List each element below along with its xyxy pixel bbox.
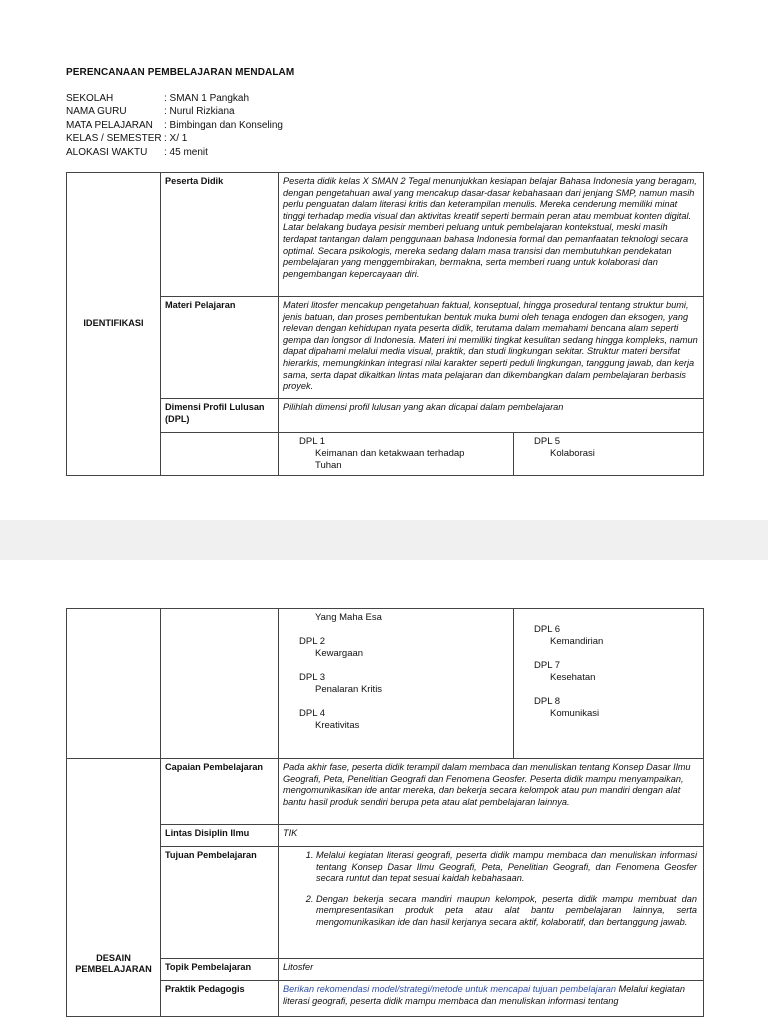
dpl-option — [534, 436, 683, 460]
meta-value: : X/ 1 — [164, 133, 188, 145]
dpl-code: DPL 1 — [299, 436, 326, 447]
meta-key: ALOKASI WAKTU — [66, 146, 148, 158]
list-item: 1. Melalui kegiatan literasi geografi, peserta didik mampu membaca dan menuliskan informasi tentang Konsep Dasar Ilmu Geografi, Peta, Penelitian Geografi, dan Fenomena Geosfer secara runtut dan tepat sesuai kaidah kebahasaan. — [316, 850, 697, 885]
lintas-disiplin-label: Lintas Disiplin Ilmu — [161, 825, 279, 847]
materi-pelajaran-label: Materi Pelajaran — [161, 297, 279, 399]
materi-pelajaran-text: Materi litosfer mencakup pengetahuan faktual, konseptual, hingga prosedural tentang struktur bumi, jenis batuan, dan proses pembentukan bentuk muka bumi oleh tenaga endogen dan eksogen, yang relevan dengan kehidupan nyata peserta didik, terutama dalam memahami bencana alam seperti gempa dan longsor di Indonesia. Materi ini memiliki tingkat kesulitan sedang hingga kompleks, namun dapat dipahami melalui media visual, praktik, dan studi lingkungan sekitar. Struktur materi bersifat hierarkis, memungkinkan integrasi nilai karakter seperti peduli lingkungan, tanggung jawab, dan kerja sama, serta dapat dikaitkan lintas mata pelajaran dan dikembangkan dalam pembelajaran berbasis proyek. — [279, 297, 704, 399]
dpl-code: DPL 5 — [534, 436, 561, 447]
dpl-option — [534, 696, 683, 720]
empty-cell — [161, 433, 279, 476]
praktik-pedagogis-cell — [279, 981, 704, 1017]
dpl-code: DPL 6 — [534, 624, 561, 635]
meta-row — [66, 146, 283, 159]
list-item: 2. Dengan bekerja secara mandiri maupun kelompok, peserta didik mampu membuat dan mempresentasikan produk peta atau alat bantu pembelajaran lainnya, serta mengomunikasikan ide dan hasil kerjanya secara aktif, kolaboratif, dan bertanggung jawab. — [316, 894, 697, 929]
dpl-option — [534, 624, 683, 648]
section-label-desain: DESAIN PEMBELAJARAN — [67, 759, 161, 1017]
dpl-name: Penalaran Kritis — [315, 684, 383, 695]
meta-value: : Nurul Rizkiana — [164, 106, 235, 118]
desain-table — [66, 608, 704, 1017]
peserta-didik-label: Peserta Didik — [161, 173, 279, 297]
meta-row — [66, 119, 283, 132]
empty-cell — [161, 609, 279, 759]
capaian-pembelajaran-text: Pada akhir fase, peserta didik terampil dalam membaca dan menuliskan tentang Konsep Dasar Ilmu Geografi, Peta, Penelitian Geografi dan Fenomena Geosfer. Peserta didik mampu menyampaikan, mengomunikasikan ide antar mereka, dan bekerja secara kelompok atau pun mandiri dengan alat bantu hasil produk sendiri berupa peta atau alat pembelajaran lainnya. — [279, 759, 704, 825]
topik-pembelajaran-label: Topik Pembelajaran — [161, 959, 279, 981]
meta-value: : Bimbingan dan Konseling — [164, 119, 283, 131]
dpl-name: Kreativitas — [315, 720, 360, 731]
document-page-2 — [0, 560, 768, 1024]
dpl-name: Keimanan dan ketakwaan terhadap Tuhan — [315, 448, 465, 471]
dpl-code: DPL 7 — [534, 660, 561, 671]
dpl-name: Kolaborasi — [550, 448, 595, 459]
dpl-right-column — [514, 609, 704, 759]
identity-block — [66, 92, 283, 159]
dpl-name: Kewargaan — [315, 648, 364, 659]
dpl-right-column — [514, 433, 704, 476]
meta-value: : 45 menit — [164, 146, 208, 158]
identifikasi-table — [66, 172, 704, 476]
dpl-left-column — [279, 433, 514, 476]
meta-key: MATA PELAJARAN — [66, 119, 153, 131]
praktik-pedagogis-label: Praktik Pedagogis — [161, 981, 279, 1017]
tujuan-pembelajaran-list-cell — [279, 847, 704, 959]
section-label-identifikasi: IDENTIFIKASI — [67, 173, 161, 476]
tujuan-pembelajaran-list — [283, 850, 697, 929]
dpl-code: DPL 2 — [299, 636, 326, 647]
dpl-name: Kemandirian — [550, 636, 604, 647]
dpl-instruction: Pilihlah dimensi profil lulusan yang akan dicapai dalam pembelajaran — [279, 399, 704, 433]
dpl-option — [299, 636, 493, 660]
dpl-code: DPL 4 — [299, 708, 326, 719]
meta-key: NAMA GURU — [66, 106, 127, 118]
document-title: PERENCANAAN PEMBELAJARAN MENDALAM — [66, 67, 295, 78]
dpl-option — [299, 672, 493, 696]
meta-key: KELAS / SEMESTER — [66, 133, 162, 145]
dpl-option — [299, 708, 493, 732]
meta-row — [66, 105, 283, 118]
dpl-name: Kesehatan — [550, 672, 596, 683]
tujuan-pembelajaran-label: Tujuan Pembelajaran — [161, 847, 279, 959]
dpl-code: DPL 8 — [534, 696, 561, 707]
capaian-pembelajaran-label: Capaian Pembelajaran — [161, 759, 279, 825]
meta-row — [66, 92, 283, 105]
dpl-option — [534, 660, 683, 684]
dpl-label: Dimensi Profil Lulusan (DPL) — [161, 399, 279, 433]
praktik-pedagogis-hint: Berikan rekomendasi model/strategi/metode untuk mencapai tujuan pembelajaran — [283, 984, 616, 994]
topik-pembelajaran-text: Litosfer — [279, 959, 704, 981]
peserta-didik-text: Peserta didik kelas X SMAN 2 Tegal menunjukkan kesiapan belajar Bahasa Indonesia yang beragam, dengan pengetahuan awal yang mencakup dasar-dasar kebahasaan dari jenjang SMP, namun masih perlu penguatan dalam literasi kritis dan keterampilan menulis. Mereka cenderung memiliki minat tinggi terhadap media visual dan aktivitas kreatif seperti bermain peran atau membuat konten digital. Latar belakang budaya pesisir memberi peluang untuk pembelajaran kontekstual, meski masih terdapat tantangan dalam penggunaan bahasa Indonesia formal dan pemanfaatan teknologi secara optimal. Secara psikologis, mereka sedang dalam masa transisi dan membutuhkan pendekatan pembelajaran yang menggembirakan, bermakna, serta memberi ruang untuk kolaborasi dan pengembangan kepercayaan diri. — [279, 173, 704, 297]
dpl-left-column — [279, 609, 514, 759]
empty-cell — [67, 609, 161, 759]
meta-value: : SMAN 1 Pangkah — [164, 93, 250, 104]
dpl-option — [299, 436, 493, 472]
meta-row — [66, 132, 283, 145]
dpl-name: Komunikasi — [550, 708, 600, 719]
lintas-disiplin-text: TIK — [279, 825, 704, 847]
praktik-pedagogis-text: Melalui kegiatan literasi geografi, peserta didik mampu membaca dan menuliskan informasi tentang — [283, 984, 685, 1006]
dpl-name-continued: Yang Maha Esa — [315, 612, 382, 623]
dpl-code: DPL 3 — [299, 672, 326, 683]
meta-key: SEKOLAH — [66, 93, 114, 104]
